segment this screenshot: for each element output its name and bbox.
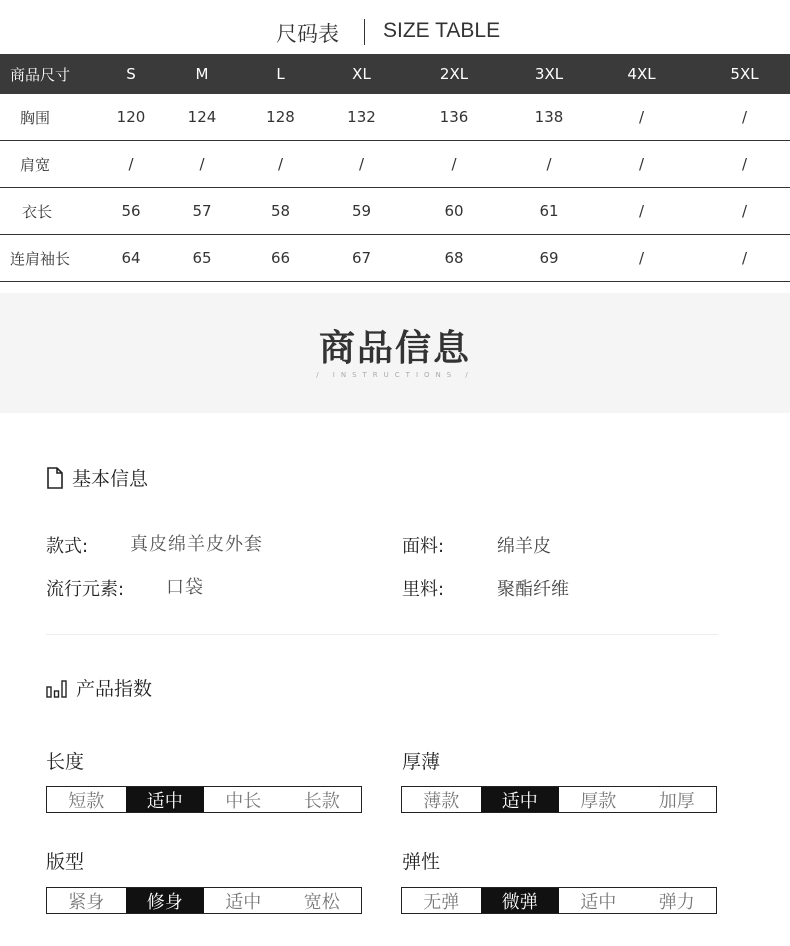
col-header: 5XL xyxy=(699,54,790,94)
table-cell: / xyxy=(514,141,584,188)
elasticity-option: 无弹 xyxy=(423,891,460,913)
thickness-option: 加厚 xyxy=(658,790,695,812)
info-subtitle: / INSTRUCTIONS / xyxy=(316,371,474,379)
fabric-value: 绵羊皮 xyxy=(497,536,551,557)
col-header: 3XL xyxy=(514,54,584,94)
table-cell: 124 xyxy=(172,94,232,141)
fabric-label: 面料: xyxy=(402,536,445,557)
table-cell: / xyxy=(394,141,514,188)
table-cell: 66 xyxy=(232,235,329,282)
title-en: SIZE TABLE xyxy=(383,19,501,42)
table-cell: 59 xyxy=(329,188,394,235)
length-option: 中长 xyxy=(225,790,262,812)
table-cell: 65 xyxy=(172,235,232,282)
table-cell: 132 xyxy=(329,94,394,141)
table-cell: 58 xyxy=(232,188,329,235)
elasticity-option: 适中 xyxy=(580,891,617,913)
table-cell: / xyxy=(584,94,699,141)
fit-option: 紧身 xyxy=(68,891,105,913)
table-cell: 61 xyxy=(514,188,584,235)
table-cell: / xyxy=(172,141,232,188)
table-cell: / xyxy=(699,188,790,235)
length-option-selected: 适中 xyxy=(126,787,205,812)
table-row xyxy=(0,141,790,188)
elasticity-option: 弹力 xyxy=(658,891,695,913)
table-cell: 67 xyxy=(329,235,394,282)
basic-info-heading xyxy=(46,464,148,491)
bar-chart-icon xyxy=(46,678,68,698)
element-label: 流行元素: xyxy=(46,579,125,600)
thickness-option: 厚款 xyxy=(580,790,617,812)
table-cell: / xyxy=(699,141,790,188)
thickness-option: 薄款 xyxy=(423,790,460,812)
lining-value: 聚酯纤维 xyxy=(497,579,569,600)
col-header: 商品尺寸 xyxy=(0,54,90,94)
style-value: 真皮绵羊皮外套 xyxy=(130,534,263,555)
element-value: 口袋 xyxy=(166,577,204,598)
thickness-scale xyxy=(401,786,717,813)
title-cn: 尺码表 xyxy=(276,22,339,46)
table-cell: / xyxy=(90,141,172,188)
col-header: M xyxy=(172,54,232,94)
size-table xyxy=(0,54,790,282)
table-cell: / xyxy=(699,94,790,141)
document-icon xyxy=(46,467,64,489)
table-row xyxy=(0,235,790,282)
table-cell: / xyxy=(584,141,699,188)
fit-scale xyxy=(46,887,362,914)
fit-title: 版型 xyxy=(46,851,85,873)
col-header: L xyxy=(232,54,329,94)
row-label: 衣长 xyxy=(0,188,90,235)
table-cell: / xyxy=(329,141,394,188)
style-label: 款式: xyxy=(46,536,89,557)
size-table-header xyxy=(0,54,790,94)
fit-option: 宽松 xyxy=(303,891,340,913)
table-cell: 69 xyxy=(514,235,584,282)
table-cell: 64 xyxy=(90,235,172,282)
col-header: XL xyxy=(329,54,394,94)
section-divider xyxy=(46,634,718,635)
length-title: 长度 xyxy=(46,751,85,773)
table-cell: 136 xyxy=(394,94,514,141)
indices-title: 产品指数 xyxy=(76,678,153,700)
table-cell: 60 xyxy=(394,188,514,235)
row-label: 胸围 xyxy=(0,94,90,141)
thickness-option-selected: 适中 xyxy=(481,787,560,812)
row-label: 连肩袖长 xyxy=(0,235,90,282)
table-cell: / xyxy=(699,235,790,282)
info-title: 商品信息 xyxy=(318,328,471,369)
basic-info-title: 基本信息 xyxy=(72,468,149,490)
table-cell: / xyxy=(232,141,329,188)
indices-heading xyxy=(46,674,152,701)
length-option: 长款 xyxy=(303,790,340,812)
size-table-title xyxy=(0,0,790,54)
table-row xyxy=(0,188,790,235)
table-cell: / xyxy=(584,188,699,235)
table-cell: 128 xyxy=(232,94,329,141)
col-header: 2XL xyxy=(394,54,514,94)
table-cell: 68 xyxy=(394,235,514,282)
table-cell: 57 xyxy=(172,188,232,235)
col-header: 4XL xyxy=(584,54,699,94)
fit-option: 适中 xyxy=(225,891,262,913)
table-row xyxy=(0,94,790,141)
elasticity-title: 弹性 xyxy=(402,851,441,873)
thickness-title: 厚薄 xyxy=(402,751,441,773)
elasticity-scale xyxy=(401,887,717,914)
table-cell: 120 xyxy=(90,94,172,141)
elasticity-option-selected: 微弹 xyxy=(481,888,560,913)
row-label: 肩宽 xyxy=(0,141,90,188)
table-cell: 56 xyxy=(90,188,172,235)
lining-label: 里料: xyxy=(402,579,445,600)
col-header: S xyxy=(90,54,172,94)
length-scale xyxy=(46,786,362,813)
length-option: 短款 xyxy=(68,790,105,812)
fit-option-selected: 修身 xyxy=(126,888,205,913)
title-separator xyxy=(364,19,365,45)
table-cell: 138 xyxy=(514,94,584,141)
table-cell: / xyxy=(584,235,699,282)
